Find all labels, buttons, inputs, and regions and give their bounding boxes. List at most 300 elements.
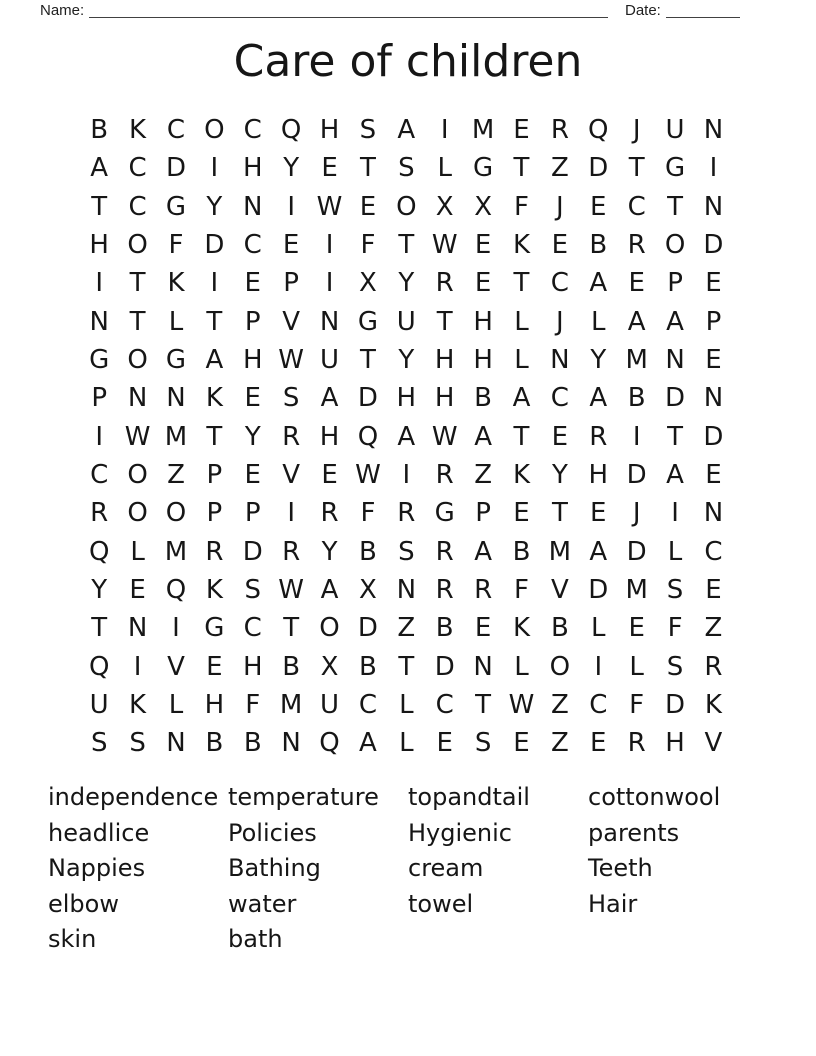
header <box>40 2 740 19</box>
grid-cell: N <box>396 575 417 606</box>
grid-cell: N <box>127 613 148 644</box>
grid-cell: R <box>205 536 224 567</box>
grid-cell: P <box>206 498 223 529</box>
grid-cell: H <box>89 230 109 261</box>
grid-cell: B <box>627 383 646 414</box>
grid-cell: H <box>665 728 685 759</box>
grid-cell: N <box>703 498 724 529</box>
grid-cell: I <box>95 268 104 299</box>
grid-cell: C <box>128 153 147 184</box>
grid-cell: O <box>664 230 686 261</box>
grid-cell: O <box>549 651 571 682</box>
grid-cell: J <box>556 191 564 222</box>
grid-cell: L <box>168 690 184 721</box>
grid-cell: C <box>358 690 377 721</box>
grid-cell: R <box>474 575 493 606</box>
grid-cell: G <box>473 153 494 184</box>
grid-cell: A <box>397 115 416 146</box>
grid-cell: Y <box>321 536 338 567</box>
grid-cell: I <box>95 421 104 452</box>
grid-cell: E <box>359 191 377 222</box>
word-list-item: cream <box>408 854 484 882</box>
grid-cell: G <box>204 613 225 644</box>
grid-cell: L <box>514 651 529 682</box>
grid-cell: D <box>357 613 378 644</box>
page-title: Care of children <box>233 36 583 87</box>
word-list-column <box>588 780 768 958</box>
word-list-item: Hygienic <box>408 818 512 847</box>
grid-cell: V <box>167 651 185 682</box>
word-list-item: Nappies <box>48 854 146 882</box>
grid-cell: K <box>512 230 531 261</box>
grid-cell: I <box>172 613 180 644</box>
grid-cell: E <box>705 575 722 606</box>
grid-cell: L <box>399 728 414 759</box>
grid-cell: C <box>589 690 608 721</box>
grid-cell: T <box>475 690 492 721</box>
grid-cell: P <box>206 460 223 491</box>
grid-cell: Z <box>550 153 569 184</box>
grid-cell: A <box>512 383 531 414</box>
grid-cell: W <box>431 230 458 261</box>
grid-cell: R <box>282 536 301 567</box>
grid-cell: R <box>435 536 454 567</box>
word-list-item: cottonwool <box>588 783 721 811</box>
grid-cell: J <box>556 306 564 337</box>
grid-cell: T <box>129 306 146 337</box>
grid-cell: R <box>704 651 723 682</box>
grid-cell: B <box>435 613 454 644</box>
grid-cell: V <box>704 728 723 759</box>
grid-cell: A <box>589 383 608 414</box>
grid-cell: I <box>632 421 641 452</box>
grid-cell: P <box>244 306 261 337</box>
grid-cell: E <box>513 498 530 529</box>
grid-cell: P <box>91 383 108 414</box>
grid-cell: H <box>204 690 225 721</box>
grid-cell: N <box>703 191 724 222</box>
grid-cell: X <box>320 651 339 682</box>
word-list-item: Teeth <box>588 854 653 882</box>
grid-cell: M <box>471 115 495 146</box>
grid-cell: X <box>359 268 377 299</box>
word-list-item: bath <box>228 925 283 953</box>
grid-cell: Y <box>398 345 415 376</box>
grid-cell: E <box>705 460 722 491</box>
grid-cell: R <box>435 268 454 299</box>
word-search-grid <box>80 111 733 763</box>
grid-cell: I <box>210 153 219 184</box>
grid-cell: I <box>287 498 295 529</box>
word-list-column <box>48 780 228 958</box>
grid-cell: C <box>704 536 723 567</box>
name-blank-line <box>89 2 608 18</box>
grid-cell: U <box>665 115 685 146</box>
word-list-item: towel <box>408 889 474 918</box>
grid-cell: I <box>133 651 142 682</box>
grid-cell: Y <box>244 421 261 452</box>
grid-cell: N <box>665 345 685 376</box>
grid-cell: V <box>550 575 569 606</box>
grid-cell: S <box>282 383 300 414</box>
grid-cell: E <box>551 230 569 261</box>
grid-cell: R <box>90 498 109 529</box>
grid-cell: H <box>434 345 455 376</box>
grid-cell: R <box>627 728 646 759</box>
grid-cell: S <box>398 536 415 567</box>
grid-cell: G <box>434 498 455 529</box>
word-list-item: water <box>228 889 297 918</box>
grid-cell: W <box>124 421 151 452</box>
grid-cell: T <box>206 421 223 452</box>
grid-cell: W <box>278 345 304 376</box>
grid-cell: L <box>399 690 414 721</box>
name-field <box>40 2 608 19</box>
grid-cell: B <box>512 536 531 567</box>
grid-cell: N <box>127 383 148 414</box>
grid-cell: F <box>514 575 529 606</box>
grid-cell: F <box>168 230 184 261</box>
grid-cell: I <box>594 651 603 682</box>
grid-cell: N <box>166 383 186 414</box>
grid-cell: D <box>242 536 263 567</box>
grid-cell: R <box>550 115 569 146</box>
grid-cell: R <box>627 230 646 261</box>
grid-cell: E <box>513 115 530 146</box>
grid-cell: P <box>475 498 491 529</box>
grid-cell: T <box>398 651 415 682</box>
grid-cell: C <box>243 115 262 146</box>
grid-cell: B <box>205 728 224 759</box>
grid-cell: T <box>398 230 415 261</box>
word-list-item: skin <box>48 925 97 953</box>
word-list-item: temperature <box>228 783 379 811</box>
grid-cell: B <box>243 728 262 759</box>
grid-cell: E <box>321 460 338 491</box>
grid-cell: N <box>243 191 263 222</box>
grid-cell: A <box>397 421 416 452</box>
name-label: Name: <box>40 2 85 19</box>
grid-cell: D <box>665 690 686 721</box>
grid-cell: A <box>474 536 492 567</box>
grid-cell: A <box>589 268 608 299</box>
grid-cell: A <box>627 306 646 337</box>
grid-cell: I <box>402 460 411 491</box>
date-label: Date: <box>625 2 661 19</box>
grid-cell: K <box>205 383 223 414</box>
grid-cell: G <box>664 153 686 184</box>
grid-cell: O <box>165 498 187 529</box>
grid-cell: Y <box>91 575 108 606</box>
grid-cell: E <box>628 613 645 644</box>
grid-cell: K <box>129 690 147 721</box>
grid-cell: A <box>90 153 109 184</box>
grid-cell: E <box>628 268 645 299</box>
grid-cell: L <box>437 153 452 184</box>
grid-cell: Q <box>357 421 379 452</box>
grid-cell: X <box>435 191 454 222</box>
grid-cell: D <box>204 230 225 261</box>
grid-cell: H <box>242 153 263 184</box>
grid-cell: E <box>513 728 530 759</box>
grid-cell: B <box>359 536 377 567</box>
grid-cell: P <box>244 498 261 529</box>
grid-cell: N <box>703 383 724 414</box>
grid-cell: I <box>325 230 334 261</box>
grid-cell: P <box>705 306 722 337</box>
grid-cell: Q <box>88 651 110 682</box>
grid-cell: R <box>435 575 454 606</box>
grid-cell: Y <box>551 460 568 491</box>
grid-cell: B <box>359 651 377 682</box>
grid-cell: W <box>278 575 304 606</box>
grid-cell: L <box>130 536 145 567</box>
word-list-item: independence <box>48 783 219 811</box>
grid-cell: F <box>360 498 376 529</box>
grid-cell: O <box>396 191 417 222</box>
grid-cell: U <box>320 345 340 376</box>
grid-cell: J <box>632 498 641 529</box>
grid-cell: H <box>319 115 340 146</box>
grid-cell: R <box>320 498 339 529</box>
grid-cell: D <box>703 421 724 452</box>
grid-cell: S <box>359 115 377 146</box>
grid-cell: A <box>666 460 684 491</box>
grid-cell: T <box>91 191 108 222</box>
grid-cell: A <box>320 383 339 414</box>
grid-cell: C <box>550 383 569 414</box>
grid-cell: F <box>514 191 529 222</box>
grid-cell: K <box>205 575 223 606</box>
grid-cell: K <box>512 460 531 491</box>
grid-cell: K <box>167 268 185 299</box>
grid-cell: B <box>474 383 493 414</box>
grid-cell: E <box>321 153 338 184</box>
grid-cell: D <box>165 153 186 184</box>
grid-cell: H <box>319 421 340 452</box>
grid-cell: M <box>548 536 572 567</box>
grid-cell: T <box>513 268 530 299</box>
grid-cell: A <box>320 575 339 606</box>
grid-cell: N <box>550 345 570 376</box>
grid-cell: D <box>588 153 609 184</box>
grid-cell: D <box>703 230 724 261</box>
grid-cell: T <box>283 613 300 644</box>
grid-cell: B <box>589 230 608 261</box>
grid-cell: Z <box>550 728 569 759</box>
grid-cell: F <box>245 690 261 721</box>
grid-cell: O <box>127 230 148 261</box>
grid-cell: T <box>667 191 683 222</box>
grid-cell: O <box>319 613 340 644</box>
grid-cell: M <box>279 690 303 721</box>
grid-cell: M <box>164 536 188 567</box>
grid-cell: E <box>474 613 492 644</box>
word-list-column <box>228 780 408 958</box>
grid-cell: L <box>667 536 683 567</box>
grid-cell: K <box>704 690 722 721</box>
grid-cell: R <box>435 460 454 491</box>
grid-cell: U <box>320 690 340 721</box>
grid-cell: V <box>282 306 301 337</box>
grid-cell: T <box>436 306 453 337</box>
date-field <box>625 2 740 19</box>
grid-cell: I <box>440 115 449 146</box>
grid-cell: X <box>474 191 492 222</box>
grid-cell: P <box>667 268 683 299</box>
grid-cell: Q <box>88 536 110 567</box>
grid-cell: T <box>206 306 223 337</box>
grid-cell: G <box>357 306 378 337</box>
grid-cell: M <box>625 345 648 376</box>
grid-cell: W <box>508 690 535 721</box>
word-list-item: headlice <box>48 818 150 847</box>
grid-cell: I <box>287 191 295 222</box>
grid-cell: I <box>325 268 334 299</box>
word-list-item: Bathing <box>228 854 321 882</box>
grid-cell: T <box>667 421 683 452</box>
grid-cell: A <box>589 536 608 567</box>
grid-cell: U <box>89 690 109 721</box>
grid-cell: C <box>128 191 147 222</box>
grid-cell: L <box>591 613 606 644</box>
grid-cell: T <box>91 613 108 644</box>
grid-cell: T <box>359 153 376 184</box>
grid-cell: R <box>282 421 301 452</box>
grid-cell: V <box>282 460 301 491</box>
grid-cell: Q <box>165 575 187 606</box>
grid-cell: U <box>396 306 416 337</box>
grid-cell: C <box>166 115 186 146</box>
grid-cell: L <box>514 345 529 376</box>
grid-cell: D <box>626 460 647 491</box>
grid-cell: D <box>434 651 455 682</box>
word-list <box>48 780 768 958</box>
grid-cell: S <box>244 575 262 606</box>
grid-cell: N <box>89 306 109 337</box>
grid-cell: S <box>474 728 492 759</box>
grid-cell: D <box>357 383 378 414</box>
grid-cell: E <box>206 651 223 682</box>
grid-cell: H <box>434 383 455 414</box>
grid-cell: L <box>168 306 184 337</box>
grid-cell: I <box>671 498 679 529</box>
grid-cell: N <box>473 651 493 682</box>
word-list-item: Policies <box>228 818 317 847</box>
grid-cell: Q <box>319 728 340 759</box>
grid-cell: G <box>165 191 187 222</box>
grid-cell: E <box>590 728 607 759</box>
grid-cell: A <box>359 728 377 759</box>
grid-cell: C <box>550 268 569 299</box>
grid-cell: C <box>435 690 454 721</box>
grid-cell: I <box>210 268 219 299</box>
grid-cell: E <box>244 268 261 299</box>
grid-cell: T <box>628 153 645 184</box>
grid-cell: Y <box>283 153 300 184</box>
grid-cell: W <box>431 421 458 452</box>
grid-cell: C <box>243 230 262 261</box>
word-list-item: Hair <box>588 889 638 918</box>
grid-cell: B <box>550 613 569 644</box>
grid-cell: E <box>590 498 607 529</box>
grid-cell: B <box>90 115 109 146</box>
grid-cell: L <box>591 306 606 337</box>
grid-cell: E <box>705 268 722 299</box>
word-list-item: parents <box>588 818 680 847</box>
grid-cell: N <box>319 306 340 337</box>
grid-cell: D <box>588 575 609 606</box>
grid-cell: A <box>205 345 224 376</box>
grid-cell: A <box>666 306 684 337</box>
grid-cell: Y <box>590 345 607 376</box>
grid-cell: W <box>316 191 343 222</box>
grid-cell: F <box>629 690 645 721</box>
grid-cell: Q <box>588 115 609 146</box>
grid-cell: O <box>204 115 225 146</box>
grid-cell: R <box>397 498 416 529</box>
grid-cell: R <box>589 421 608 452</box>
word-list-item: topandtail <box>408 783 530 811</box>
grid-cell: Y <box>398 268 415 299</box>
grid-cell: Q <box>280 115 302 146</box>
grid-cell: D <box>665 383 686 414</box>
grid-cell: S <box>398 153 415 184</box>
grid-cell: F <box>667 613 683 644</box>
grid-cell: S <box>129 728 146 759</box>
grid-cell: T <box>513 421 530 452</box>
grid-cell: L <box>514 306 529 337</box>
grid-cell: C <box>243 613 262 644</box>
grid-cell: S <box>90 728 108 759</box>
grid-cell: E <box>282 230 300 261</box>
grid-cell: S <box>666 575 684 606</box>
grid-cell: E <box>129 575 146 606</box>
date-blank-line <box>666 2 740 18</box>
grid-cell: T <box>551 498 568 529</box>
grid-cell: Z <box>397 613 416 644</box>
grid-cell: X <box>359 575 377 606</box>
grid-cell: G <box>165 345 187 376</box>
grid-cell: O <box>127 460 148 491</box>
word-list-column <box>408 780 588 958</box>
grid-cell: E <box>551 421 569 452</box>
grid-cell: H <box>473 306 493 337</box>
grid-cell: I <box>709 153 718 184</box>
grid-cell: L <box>629 651 644 682</box>
grid-cell: Z <box>704 613 723 644</box>
grid-cell: W <box>355 460 381 491</box>
grid-cell: G <box>89 345 110 376</box>
grid-cell: Z <box>550 690 569 721</box>
grid-cell: O <box>127 345 148 376</box>
grid-cell: A <box>474 421 492 452</box>
grid-cell: M <box>625 575 648 606</box>
grid-cell: E <box>244 383 261 414</box>
grid-cell: P <box>283 268 299 299</box>
grid-cell: Y <box>206 191 223 222</box>
grid-cell: K <box>512 613 531 644</box>
grid-cell: Z <box>167 460 185 491</box>
word-list-item: elbow <box>48 889 119 918</box>
grid-cell: C <box>90 460 109 491</box>
grid-cell: E <box>590 191 607 222</box>
grid-cell: K <box>129 115 147 146</box>
grid-cell: E <box>474 230 492 261</box>
grid-cell: J <box>632 115 641 146</box>
grid-cell: S <box>666 651 684 682</box>
grid-cell: E <box>244 460 261 491</box>
